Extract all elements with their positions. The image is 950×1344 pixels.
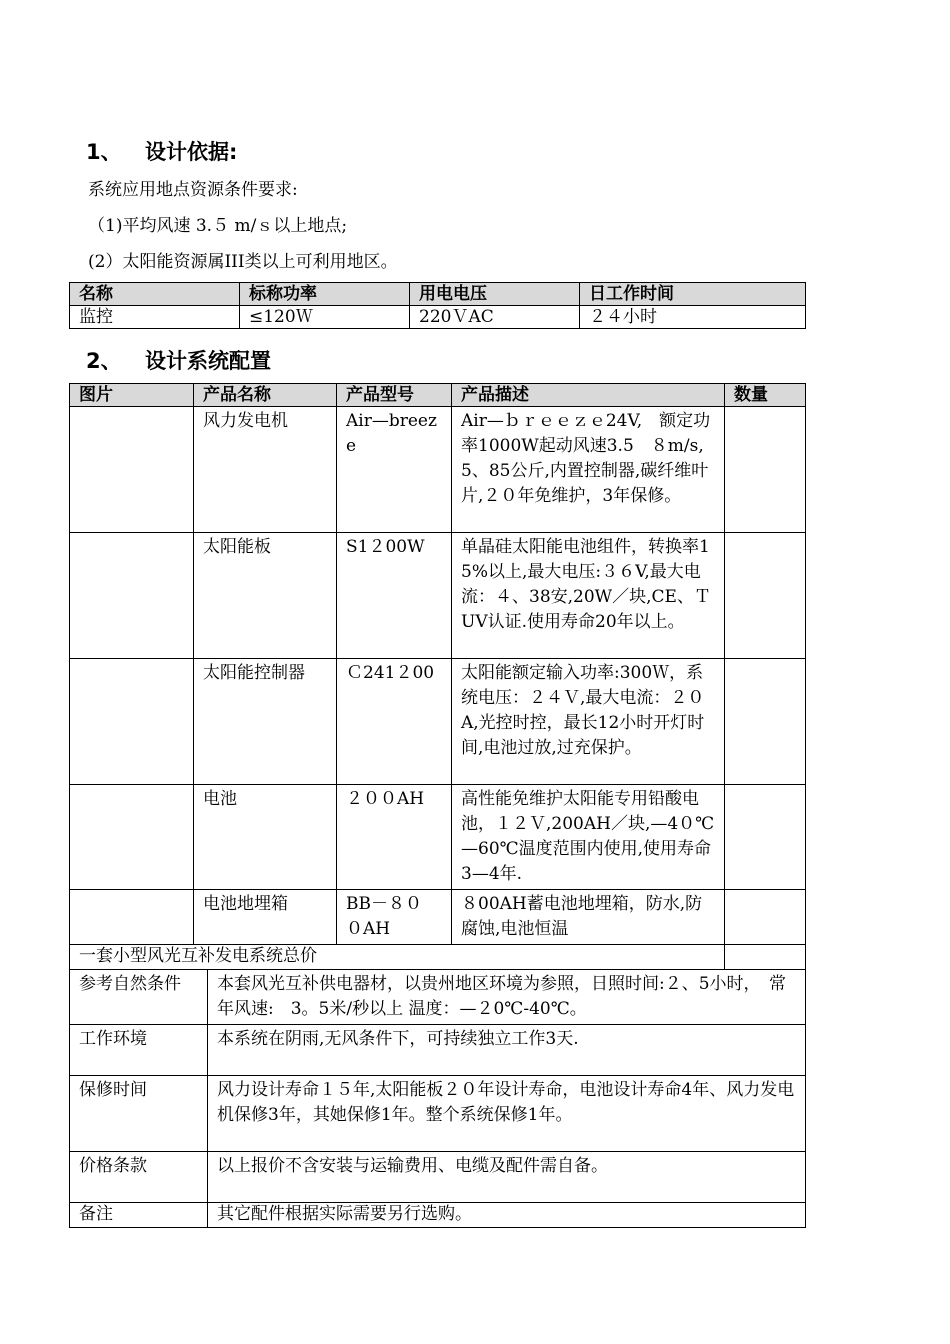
product-model-cell: Ｃ241２00: [337, 659, 452, 785]
section-1-number: 1、: [86, 140, 122, 164]
note-text: 以上报价不含安装与运输费用、电缆及配件需自备。: [208, 1152, 806, 1203]
note-text: 其它配件根据实际需要另行选购。: [208, 1203, 806, 1228]
table-header-row: [70, 283, 806, 306]
product-model-cell: BB－８０ ０AH: [337, 890, 452, 945]
product-desc-cell: 单晶硅太阳能电池组件，转换率15%以上,最大电压:３６V,最大电流：４、38安,20W／块,CE、ＴUV认证.使用寿命20年以上。: [452, 533, 725, 659]
quantity-cell: [725, 533, 806, 659]
table-row: [70, 785, 806, 890]
table-row: [70, 659, 806, 785]
quantity-cell: [725, 407, 806, 533]
product-desc-cell: 太阳能额定输入功率:300Ｗ，系统电压：２４Ｖ,最大电流：２０A,光控时控，最长12小时开灯时间,电池过放,过充保护。: [452, 659, 725, 785]
table-cell: ２４小时: [580, 306, 806, 329]
note-row: [70, 1076, 806, 1152]
configuration-table: [69, 383, 806, 1228]
note-row: [70, 1025, 806, 1076]
picture-cell: [70, 890, 194, 945]
product-name-cell: 电池: [194, 785, 337, 890]
note-text: 风力设计寿命１５年,太阳能板２０年设计寿命，电池设计寿命4年、风力发电机保修3年，其她保修1年。整个系统保修1年。: [208, 1076, 806, 1152]
header-cell: 产品名称: [194, 384, 337, 407]
header-cell: 用电电压: [410, 283, 580, 306]
picture-cell: [70, 659, 194, 785]
header-cell: 图片: [70, 384, 194, 407]
note-label: 保修时间: [70, 1076, 208, 1152]
product-name-cell: 太阳能板: [194, 533, 337, 659]
note-label: 价格条款: [70, 1152, 208, 1203]
note-text: 本套风光互补供电器材，以贵州地区环境为参照，日照时间:２、5小时， 常年风速: 3。5米/秒以上 温度：—２0℃-40℃。: [208, 970, 806, 1025]
picture-cell: [70, 785, 194, 890]
note-row: [70, 1152, 806, 1203]
total-value-cell: [725, 945, 806, 970]
header-cell: 日工作时间: [580, 283, 806, 306]
note-text: 本系统在阴雨,无风条件下，可持续独立工作3天.: [208, 1025, 806, 1076]
product-name-cell: 电池地埋箱: [194, 890, 337, 945]
quantity-cell: [725, 785, 806, 890]
header-cell: 数量: [725, 384, 806, 407]
requirement-item-2: (2）太阳能资源属III类以上可利用地区。: [88, 252, 398, 272]
table-row: [70, 407, 806, 533]
picture-cell: [70, 407, 194, 533]
product-name-cell: 风力发电机: [194, 407, 337, 533]
note-label: 参考自然条件: [70, 970, 208, 1025]
product-desc-cell: ８00AH蓄电池地埋箱，防水,防腐蚀,电池恒温: [452, 890, 725, 945]
note-row: [70, 1203, 806, 1228]
quantity-cell: [725, 659, 806, 785]
header-cell: 产品描述: [452, 384, 725, 407]
load-table: [69, 282, 806, 329]
section-2-title: 设计系统配置: [145, 349, 271, 373]
picture-cell: [70, 533, 194, 659]
section-2-number: 2、: [86, 349, 122, 373]
product-model-cell: S1２00W: [337, 533, 452, 659]
quantity-cell: [725, 890, 806, 945]
product-desc-cell: Air—ｂｒｅｅｚｅ24V, 额定功率1000W起动风速3.5 ８m/s,5、85公斤,内置控制器,碳纤维叶片,２０年免维护，3年保修。: [452, 407, 725, 533]
table-header-row: [70, 384, 806, 407]
requirement-item-1: （1)平均风速 3.５ m/ｓ以上地点;: [88, 216, 348, 236]
table-row: [70, 533, 806, 659]
product-model-cell: ２００AH: [337, 785, 452, 890]
table-row: [70, 890, 806, 945]
header-cell: 产品型号: [337, 384, 452, 407]
header-cell: 标称功率: [240, 283, 410, 306]
section-1-title: 设计依据:: [145, 140, 238, 164]
table-cell: 220ＶAC: [410, 306, 580, 329]
product-desc-cell: 高性能免维护太阳能专用铅酸电池，１２Ｖ,200AH／块,—4０℃—60℃温度范围内使用,使用寿命3—4年.: [452, 785, 725, 890]
note-label: 备注: [70, 1203, 208, 1228]
table-cell: 监控: [70, 306, 240, 329]
table-row: [70, 306, 806, 329]
product-name-cell: 太阳能控制器: [194, 659, 337, 785]
product-model-cell: Air—breeze: [337, 407, 452, 533]
note-row: [70, 970, 806, 1025]
table-cell: ≤120Ｗ: [240, 306, 410, 329]
total-row: [70, 945, 806, 970]
requirements-intro: 系统应用地点资源条件要求:: [88, 180, 298, 200]
total-label: 一套小型风光互补发电系统总价: [70, 945, 725, 970]
header-cell: 名称: [70, 283, 240, 306]
note-label: 工作环境: [70, 1025, 208, 1076]
